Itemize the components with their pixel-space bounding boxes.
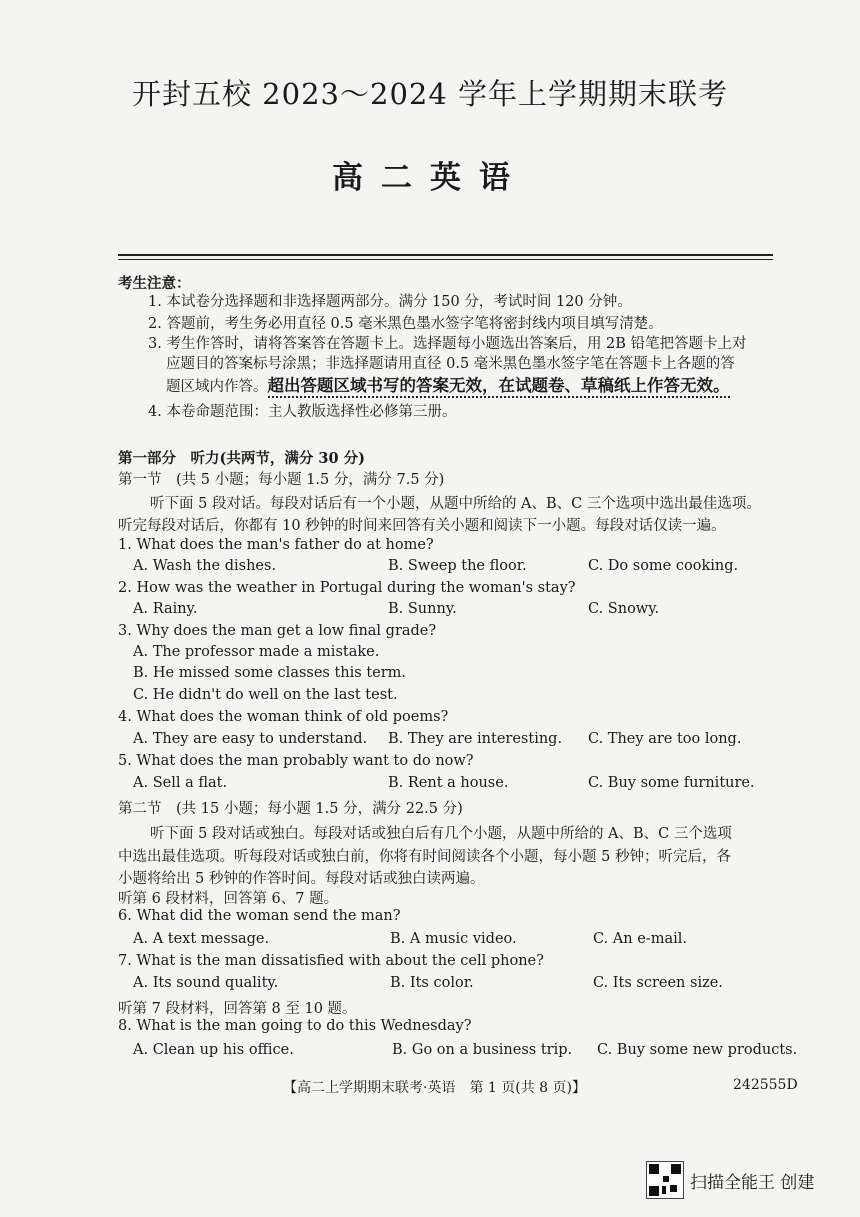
divider-thin [118, 259, 773, 260]
qr-code-icon [646, 1161, 684, 1199]
question-2-option-c: C. Snowy. [588, 601, 660, 617]
question-1-stem: 1. What does the man's father do at home? [118, 537, 434, 553]
page-footer-label: 【高二上学期期末联考·英语 第 1 页(共 8 页)】 [283, 1080, 586, 1096]
notice-heading: 考生注意： [118, 275, 191, 292]
question-2-option-b: B. Sunny. [388, 601, 457, 617]
section2-heading: 第二节 (共 15 小题；每小题 1.5 分，满分 22.5 分) [118, 801, 463, 817]
question-7-option-a: A. Its sound quality. [133, 975, 279, 991]
question-3-option-b: B. He missed some classes this term. [133, 665, 407, 681]
exam-title: 开封五校 2023～2024 学年上学期期末联考 [131, 77, 729, 111]
exam-subject: 高二英语 [332, 160, 528, 196]
question-4-option-c: C. They are too long. [588, 731, 742, 747]
notice-item-3-line-1: 3. 考生作答时，请将答案答在答题卡上。选择题每小题选出答案后，用 2B 铅笔把答题卡上对 [148, 336, 747, 352]
section1-heading: 第一节 (共 5 小题；每小题 1.5 分，满分 7.5 分) [118, 472, 445, 488]
question-3-option-a: A. The professor made a mistake. [133, 644, 380, 660]
question-4-stem: 4. What does the woman think of old poems? [118, 709, 449, 725]
material-7-note: 听第 7 段材料，回答第 8 至 10 题。 [118, 1001, 357, 1017]
question-3-stem: 3. Why does the man get a low final grade? [118, 623, 437, 639]
question-6-option-c: C. An e-mail. [593, 931, 687, 947]
question-8-option-a: A. Clean up his office. [133, 1042, 294, 1058]
notice-item-4: 4. 本卷命题范围：主人教版选择性必修第三册。 [148, 404, 457, 420]
notice-item-3-line-2: 应题目的答案标号涂黑；非选择题请用直径 0.5 毫米黑色墨水签字笔在答题卡上各题的答 [166, 356, 735, 372]
question-1-option-c: C. Do some cooking. [588, 558, 739, 574]
paper-code: 242555D [733, 1077, 798, 1093]
question-6-option-b: B. A music video. [390, 931, 517, 947]
section1-instruction-1: 听下面 5 段对话。每段对话后有一个小题，从题中所给的 A、B、C 三个选项中选出最佳选项。 [150, 496, 761, 512]
question-5-option-c: C. Buy some furniture. [588, 775, 755, 791]
question-1-option-b: B. Sweep the floor. [388, 558, 527, 574]
question-8-option-b: B. Go on a business trip. [392, 1042, 573, 1058]
question-2-option-a: A. Rainy. [133, 601, 198, 617]
question-7-stem: 7. What is the man dissatisfied with about the cell phone? [118, 953, 544, 969]
section2-instruction-2: 中选出最佳选项。听每段对话或独白前，你将有时间阅读各个小题，每小题 5 秒钟；听完后，各 [118, 849, 731, 865]
question-2-stem: 2. How was the weather in Portugal during the woman's stay? [118, 580, 576, 596]
section2-instruction-1: 听下面 5 段对话或独白。每段对话或独白后有几个小题，从题中所给的 A、B、C 三个选项 [150, 826, 732, 842]
question-8-option-c: C. Buy some new products. [597, 1042, 798, 1058]
question-6-option-a: A. A text message. [133, 931, 270, 947]
notice-item-2: 2. 答题前，考生务必用直径 0.5 毫米黑色墨水签字笔将密封线内项目填写清楚。 [148, 316, 663, 332]
question-4-option-b: B. They are interesting. [388, 731, 563, 747]
notice-warning-emphasis: 超出答题区域书写的答案无效，在试题卷、草稿纸上作答无效。 [268, 376, 730, 398]
question-8-stem: 8. What is the man going to do this Wednesday? [118, 1018, 472, 1034]
material-6-note: 听第 6 段材料，回答第 6、7 题。 [118, 891, 339, 907]
scanner-watermark: 扫描全能王 创建 [690, 1173, 815, 1193]
section2-instruction-3: 小题将给出 5 秒钟的作答时间。每段对话或独白读两遍。 [118, 871, 485, 887]
question-7-option-b: B. Its color. [390, 975, 474, 991]
notice-item-3-text: 题区域内作答。 [166, 379, 268, 395]
question-6-stem: 6. What did the woman send the man? [118, 908, 401, 924]
question-5-option-a: A. Sell a flat. [133, 775, 228, 791]
question-5-option-b: B. Rent a house. [388, 775, 509, 791]
question-3-option-c: C. He didn't do well on the last test. [133, 687, 398, 703]
question-5-stem: 5. What does the man probably want to do now? [118, 753, 474, 769]
section1-instruction-2: 听完每段对话后，你都有 10 秒钟的时间来回答有关小题和阅读下一小题。每段对话仅读一遍。 [118, 518, 726, 534]
notice-item-3-line-3 [166, 372, 730, 396]
question-1-option-a: A. Wash the dishes. [133, 558, 277, 574]
question-4-option-a: A. They are easy to understand. [133, 731, 368, 747]
divider-thick [118, 254, 773, 256]
part1-heading: 第一部分 听力(共两节，满分 30 分) [118, 450, 365, 467]
notice-item-1: 1. 本试卷分选择题和非选择题两部分。满分 150 分，考试时间 120 分钟。 [148, 294, 632, 310]
question-7-option-c: C. Its screen size. [593, 975, 723, 991]
